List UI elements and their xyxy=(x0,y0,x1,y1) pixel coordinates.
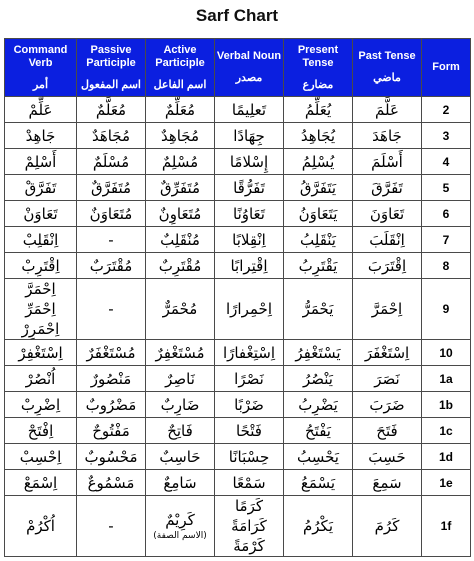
cell-verbal-noun-line: جِهَادًا xyxy=(233,126,265,145)
cell-verbal-noun-line: فَتْحًا xyxy=(236,421,262,440)
cell-command-verb-line: اِحْمَرِرْ xyxy=(21,320,60,338)
cell-passive-participle: مَضْرُوبٌ xyxy=(77,392,146,418)
cell-active-participle xyxy=(146,418,215,444)
table-row xyxy=(5,444,471,470)
cell-active-participle xyxy=(146,201,215,227)
cell-present-tense: يُجَاهِدُ xyxy=(284,123,353,149)
header-verbal-noun: Verbal Noun مصدر xyxy=(215,39,284,97)
cell-past-tense: تَعَاوَنَ xyxy=(353,201,422,227)
cell-form-number: 3 xyxy=(422,123,471,149)
cell-command-verb xyxy=(5,97,77,123)
cell-form-number: 10 xyxy=(422,340,471,366)
cell-form-number: 2 xyxy=(422,97,471,123)
cell-active-participle xyxy=(146,227,215,253)
table-row xyxy=(5,470,471,496)
active-participle-note: (الاسم الصفة) xyxy=(153,531,207,541)
active-participle-word: مُسْلِمٌ xyxy=(161,152,199,171)
cell-command-verb-line: اُنْصُرْ xyxy=(25,369,56,388)
cell-active-participle xyxy=(146,123,215,149)
cell-command-verb xyxy=(5,366,77,392)
cell-verbal-noun xyxy=(215,175,284,201)
cell-command-verb xyxy=(5,123,77,149)
cell-verbal-noun-line: كَرْمَةً xyxy=(233,537,265,555)
cell-active-participle xyxy=(146,253,215,279)
cell-command-verb-line: جَاهِدْ xyxy=(25,126,56,145)
cell-past-tense: ضَرَبَ xyxy=(353,392,422,418)
cell-command-verb-line: عَلِّمْ xyxy=(28,100,53,119)
cell-verbal-noun-line: كَرَمًا xyxy=(234,497,264,515)
cell-verbal-noun xyxy=(215,253,284,279)
cell-verbal-noun xyxy=(215,201,284,227)
cell-verbal-noun-line: حِسْبَانًا xyxy=(228,447,270,466)
cell-active-participle xyxy=(146,97,215,123)
table-row xyxy=(5,279,471,340)
cell-verbal-noun-line: نَصْرًا xyxy=(234,369,264,388)
table-row xyxy=(5,97,471,123)
cell-present-tense: يَفْتَحُ xyxy=(284,418,353,444)
cell-past-tense: اِقْتَرَبَ xyxy=(353,253,422,279)
active-participle-word: مُتَعَاوِنٌ xyxy=(158,204,202,223)
cell-past-tense: اِنْقَلَبَ xyxy=(353,227,422,253)
cell-command-verb-line: اِحْمَرِّ xyxy=(25,300,56,318)
cell-command-verb-line: اِفْتَحْ xyxy=(27,421,54,440)
cell-past-tense: نَصَرَ xyxy=(353,366,422,392)
cell-past-tense: فَتَحَ xyxy=(353,418,422,444)
cell-present-tense: يُعَلِّمُ xyxy=(284,97,353,123)
cell-command-verb xyxy=(5,227,77,253)
cell-present-tense: يَتَفَرَّقُ xyxy=(284,175,353,201)
cell-past-tense: كَرُمَ xyxy=(353,496,422,557)
cell-passive-participle: مُتَعَاوَنٌ xyxy=(77,201,146,227)
cell-passive-participle: مُسْتَغْفَرٌ xyxy=(77,340,146,366)
cell-verbal-noun xyxy=(215,470,284,496)
cell-verbal-noun xyxy=(215,444,284,470)
cell-verbal-noun-line: كَرَامَةً xyxy=(231,517,267,535)
table-row xyxy=(5,253,471,279)
cell-command-verb xyxy=(5,253,77,279)
cell-form-number: 7 xyxy=(422,227,471,253)
cell-verbal-noun xyxy=(215,496,284,557)
cell-present-tense: يَحْسِبُ xyxy=(284,444,353,470)
cell-command-verb-line: اِقْتَرِبْ xyxy=(21,256,60,275)
cell-present-tense: يَقْتَرِبُ xyxy=(284,253,353,279)
header-row xyxy=(5,39,471,97)
cell-form-number: 1a xyxy=(422,366,471,392)
cell-verbal-noun xyxy=(215,227,284,253)
cell-present-tense: يَضْرِبُ xyxy=(284,392,353,418)
cell-command-verb-line: اِحْسِبْ xyxy=(19,447,62,466)
cell-past-tense: اِحْمَرَّ xyxy=(353,279,422,340)
cell-passive-participle: - xyxy=(77,227,146,253)
active-participle-word: سَامِعٌ xyxy=(163,473,197,492)
cell-active-participle xyxy=(146,366,215,392)
active-participle-word: حَاسِبٌ xyxy=(159,447,201,466)
active-participle-word: ضَارِبٌ xyxy=(160,395,200,414)
cell-command-verb xyxy=(5,392,77,418)
cell-verbal-noun xyxy=(215,149,284,175)
cell-present-tense: يَتَعَاوَنُ xyxy=(284,201,353,227)
cell-form-number: 8 xyxy=(422,253,471,279)
table-row xyxy=(5,340,471,366)
cell-verbal-noun-line: تَعلِيمًا xyxy=(231,100,267,119)
header-passive-participle: Passive Participle اسم المفعول xyxy=(77,39,146,97)
cell-active-participle xyxy=(146,175,215,201)
cell-passive-participle: مُسْلَمٌ xyxy=(77,149,146,175)
cell-command-verb-line: اِنْقَلِبْ xyxy=(22,230,59,249)
cell-form-number: 1b xyxy=(422,392,471,418)
table-row xyxy=(5,392,471,418)
cell-present-tense: يَسْمَعُ xyxy=(284,470,353,496)
cell-command-verb xyxy=(5,149,77,175)
cell-active-participle xyxy=(146,496,215,557)
active-participle-word: فَاتِحٌ xyxy=(167,421,193,440)
cell-verbal-noun-line: تَفَرُّقًا xyxy=(233,178,265,197)
cell-command-verb-line: أَسْلِمْ xyxy=(24,152,57,171)
cell-form-number: 1e xyxy=(422,470,471,496)
active-participle-word: مُحْمَرٌّ xyxy=(162,300,198,318)
table-row xyxy=(5,123,471,149)
cell-form-number: 9 xyxy=(422,279,471,340)
active-participle-word: مُنْقَلِبٌ xyxy=(160,230,200,249)
cell-passive-participle: - xyxy=(77,496,146,557)
cell-command-verb xyxy=(5,470,77,496)
active-participle-word: مُتَفَرِّقٌ xyxy=(159,178,201,197)
cell-form-number: 1c xyxy=(422,418,471,444)
cell-verbal-noun-line: إِسْلامًا xyxy=(229,152,269,171)
cell-passive-participle: مُعَلَّمٌ xyxy=(77,97,146,123)
cell-command-verb xyxy=(5,444,77,470)
cell-verbal-noun-line: سَمْعًا xyxy=(232,473,266,492)
cell-verbal-noun-line: اِقْتِرابًا xyxy=(230,256,268,275)
cell-verbal-noun xyxy=(215,97,284,123)
cell-active-participle xyxy=(146,149,215,175)
cell-verbal-noun xyxy=(215,279,284,340)
cell-past-tense: جَاهَدَ xyxy=(353,123,422,149)
table-body xyxy=(5,97,471,557)
table-row xyxy=(5,227,471,253)
cell-passive-participle: مَنْصُورٌ xyxy=(77,366,146,392)
cell-verbal-noun xyxy=(215,123,284,149)
cell-form-number: 4 xyxy=(422,149,471,175)
cell-passive-participle: مُجَاهَدٌ xyxy=(77,123,146,149)
cell-form-number: 6 xyxy=(422,201,471,227)
cell-command-verb-line: تَعَاوَنْ xyxy=(23,204,58,223)
cell-passive-participle: مَحْسُوبٌ xyxy=(77,444,146,470)
cell-command-verb-line: اِسْمَعْ xyxy=(23,473,58,492)
cell-verbal-noun-line: اِنْقِلابًا xyxy=(232,230,266,249)
header-present-tense: Present Tense مضارع xyxy=(284,39,353,97)
header-active-participle: Active Participle اسم الفاعل xyxy=(146,39,215,97)
cell-form-number: 5 xyxy=(422,175,471,201)
active-participle-word: كَرِيْمٌ xyxy=(165,511,195,529)
cell-form-number: 1f xyxy=(422,496,471,557)
active-participle-word: مُسْتَغْفِرٌ xyxy=(155,343,205,362)
cell-passive-participle: مَسْمُوعٌ xyxy=(77,470,146,496)
sarf-table xyxy=(4,38,471,557)
cell-present-tense: يَحْمَرُّ xyxy=(284,279,353,340)
cell-active-participle xyxy=(146,470,215,496)
cell-past-tense: اِسْتَغْفَرَ xyxy=(353,340,422,366)
cell-present-tense: يُسْلِمُ xyxy=(284,149,353,175)
cell-present-tense: يَسْتَغْفِرُ xyxy=(284,340,353,366)
cell-passive-participle: مُتَفَرَّقٌ xyxy=(77,175,146,201)
cell-verbal-noun-line: ضَرْبًا xyxy=(234,395,264,414)
cell-verbal-noun xyxy=(215,418,284,444)
table-row xyxy=(5,418,471,444)
table-row xyxy=(5,201,471,227)
active-participle-word: مُعَلِّمٌ xyxy=(164,100,196,119)
cell-verbal-noun-line: اِحْمِرارًا xyxy=(226,300,272,318)
table-row xyxy=(5,149,471,175)
cell-command-verb-line: اِسْتَغْفِرْ xyxy=(18,343,63,362)
cell-active-participle xyxy=(146,340,215,366)
cell-passive-participle: مَفْتُوحٌ xyxy=(77,418,146,444)
cell-past-tense: أَسْلَمَ xyxy=(353,149,422,175)
cell-past-tense: عَلَّمَ xyxy=(353,97,422,123)
cell-command-verb-line: اِضْرِبْ xyxy=(20,395,61,414)
cell-command-verb xyxy=(5,418,77,444)
cell-command-verb xyxy=(5,175,77,201)
cell-verbal-noun xyxy=(215,392,284,418)
cell-verbal-noun-line: تَعَاوُنًا xyxy=(233,204,265,223)
chart-title: Sarf Chart xyxy=(195,6,279,25)
cell-present-tense: يَنْقَلِبُ xyxy=(284,227,353,253)
active-participle-word: نَاصِرٌ xyxy=(165,369,195,388)
cell-active-participle xyxy=(146,444,215,470)
header-command-verb: Command Verb أمر xyxy=(5,39,77,97)
table-row xyxy=(5,366,471,392)
table-row xyxy=(5,496,471,557)
cell-command-verb xyxy=(5,201,77,227)
cell-command-verb-line: تَفَرَّقْ xyxy=(24,178,57,197)
cell-passive-participle: - xyxy=(77,279,146,340)
cell-form-number: 1d xyxy=(422,444,471,470)
cell-command-verb-line: اُكْرُمْ xyxy=(26,517,55,535)
cell-verbal-noun-line: اِسْتِغْفارًا xyxy=(222,343,276,362)
cell-passive-participle: مُقْتَرَبٌ xyxy=(77,253,146,279)
cell-command-verb xyxy=(5,279,77,340)
cell-present-tense: يَكْرُمُ xyxy=(284,496,353,557)
active-participle-word: مُقْتَرِبٌ xyxy=(158,256,202,275)
cell-present-tense: يَنْصُرُ xyxy=(284,366,353,392)
cell-active-participle xyxy=(146,392,215,418)
header-past-tense: Past Tense ماضي xyxy=(353,39,422,97)
table-row xyxy=(5,175,471,201)
cell-active-participle xyxy=(146,279,215,340)
cell-past-tense: حَسِبَ xyxy=(353,444,422,470)
cell-command-verb-line: اِحْمَرَّ xyxy=(25,280,56,298)
active-participle-word: مُجَاهِدٌ xyxy=(160,126,200,145)
cell-past-tense: سَمِعَ xyxy=(353,470,422,496)
cell-command-verb xyxy=(5,340,77,366)
header-form: Form xyxy=(422,39,471,97)
cell-verbal-noun xyxy=(215,366,284,392)
cell-past-tense: تَفَرَّقَ xyxy=(353,175,422,201)
cell-command-verb xyxy=(5,496,77,557)
cell-verbal-noun xyxy=(215,340,284,366)
